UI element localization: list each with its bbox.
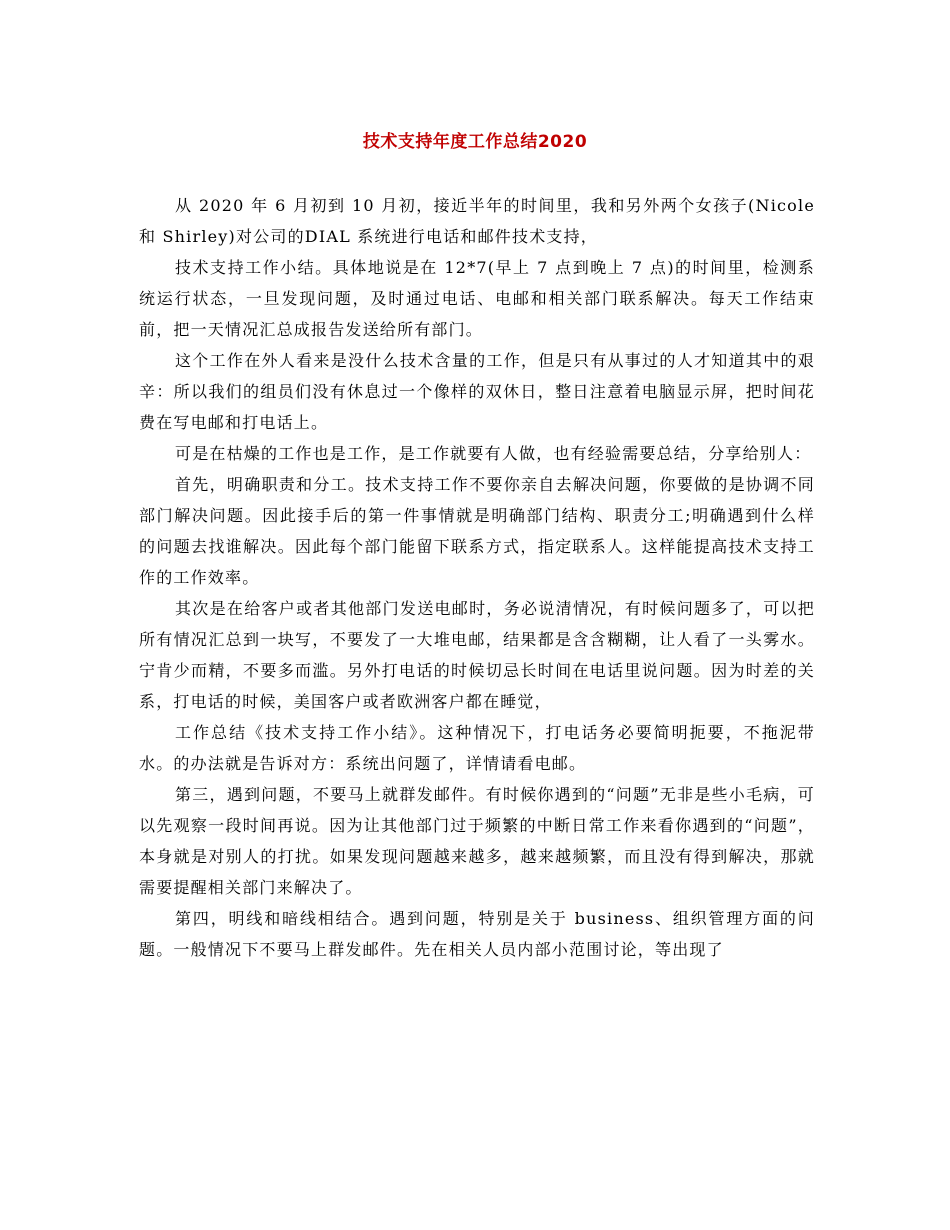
paragraph: 其次是在给客户或者其他部门发送电邮时，务必说清情况，有时候问题多了，可以把所有情况汇总到一块写，不要发了一大堆电邮，结果都是含含糊糊，让人看了一头雾水。宁肯少而精，不要多而滥。另外打电话的时候切忌长时间在电话里说问题。因为时差的关系，打电话的时候，美国客户或者欧洲客户都在睡觉， [139, 599, 815, 711]
paragraph: 这个工作在外人看来是没什么技术含量的工作，但是只有从事过的人才知道其中的艰辛：所以我们的组员们没有休息过一个像样的双休日，整日注意着电脑显示屏，把时间花费在写电邮和打电话上。 [139, 351, 815, 432]
paragraph: 第四，明线和暗线相结合。遇到问题，特别是关于 business、组织管理方面的问题。一般情况下不要马上群发邮件。先在相关人员内部小范围讨论，等出现了 [139, 909, 815, 959]
paragraph: 首先，明确职责和分工。技术支持工作不要你亲自去解决问题，你要做的是协调不同部门解决问题。因此接手后的第一件事情就是明确部门结构、职责分工;明确遇到什么样的问题去找谁解决。因此每个部门能留下联系方式，指定联系人。这样能提高技术支持工作的工作效率。 [139, 475, 815, 587]
document-body [139, 190, 815, 965]
paragraph: 工作总结《技术支持工作小结》。这种情况下，打电话务必要简明扼要，不拖泥带水。的办法就是告诉对方：系统出问题了，详情请看电邮。 [139, 723, 815, 773]
paragraph: 第三，遇到问题，不要马上就群发邮件。有时候你遇到的“问题”无非是些小毛病，可以先观察一段时间再说。因为让其他部门过于频繁的中断日常工作来看你遇到的“问题”，本身就是对别人的打扰。如果发现问题越来越多，越来越频繁，而且没有得到解决，那就需要提醒相关部门来解决了。 [139, 785, 815, 897]
paragraph: 技术支持工作小结。具体地说是在 12*7(早上 7 点到晚上 7 点)的时间里，检测系统运行状态，一旦发现问题，及时通过电话、电邮和相关部门联系解决。每天工作结束前，把一天情况汇总成报告发送给所有部门。 [139, 258, 815, 339]
paragraph: 从 2020 年 6 月初到 10 月初，接近半年的时间里，我和另外两个女孩子(Nicole 和 Shirley)对公司的DIAL 系统进行电话和邮件技术支持， [139, 196, 815, 246]
document-title: 技术支持年度工作总结2020 [362, 132, 588, 152]
paragraph: 可是在枯燥的工作也是工作，是工作就要有人做，也有经验需要总结，分享给别人： [175, 444, 812, 463]
